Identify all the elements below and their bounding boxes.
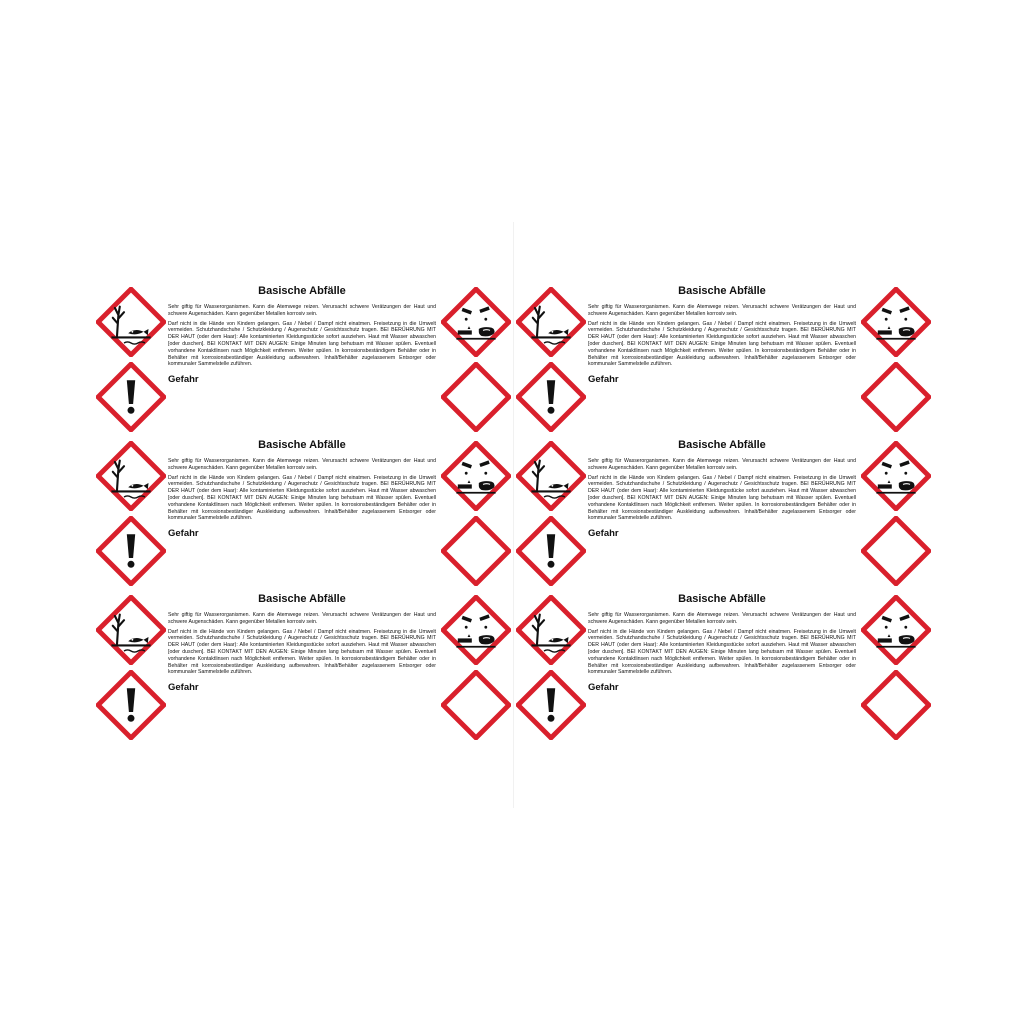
sheet-divider [513,222,514,808]
signal-word: Gefahr [588,528,619,540]
label-title: Basische Abfälle [258,285,346,297]
label-content [168,285,436,385]
corrosion-icon [861,595,931,665]
corrosion-icon [441,595,511,665]
precautionary-statements: Darf nicht in die Hände von Kindern gelangen. Gas / Nebel / Dampf nicht einatmen. Freisetzung in die Umwelt vermeiden. Schutzhandschuhe / Schutzkleidung / Augenschutz / Gesichtsschutz tragen. BEI BERÜHRUNG MIT DER HAUT (oder dem Haar): Alle kontaminierten Kleidungsstücke sofort ausziehen. Haut mit Wasser abwaschen [oder duschen]. BEI KONTAKT MIT DEN AUGEN: Einige Minuten lang behutsam mit Wasser spülen. Eventuell vorhandene Kontaktlinsen nach Möglichkeit entfernen. Weiter spülen. In korrosionsbeständigem Behälter oder in Behälter mit korrosionsbeständiger Auskleidung aufbewahren. Inhalt/Behälter zugelassenem Entsorger oder kommunaler Sammelstelle zuführen. [588,474,856,522]
label-title: Basische Abfälle [258,593,346,605]
hazard-statements: Sehr giftig für Wasserorganismen. Kann die Atemwege reizen. Verursacht schwere Verätzungen der Haut und schwere Augenschäden. Kann gegenüber Metallen korrosiv sein. [588,304,856,317]
empty-diamond-icon [441,670,511,740]
hazard-statements: Sehr giftig für Wasserorganismen. Kann die Atemwege reizen. Verursacht schwere Verätzungen der Haut und schwere Augenschäden. Kann gegenüber Metallen korrosiv sein. [168,304,436,317]
hazard-statements: Sehr giftig für Wasserorganismen. Kann die Atemwege reizen. Verursacht schwere Verätzungen der Haut und schwere Augenschäden. Kann gegenüber Metallen korrosiv sein. [588,612,856,625]
corrosion-icon [441,441,511,511]
precautionary-statements: Darf nicht in die Hände von Kindern gelangen. Gas / Nebel / Dampf nicht einatmen. Freisetzung in die Umwelt vermeiden. Schutzhandschuhe / Schutzkleidung / Augenschutz / Gesichtsschutz tragen. BEI BERÜHRUNG MIT DER HAUT (oder dem Haar): Alle kontaminierten Kleidungsstücke sofort ausziehen. Haut mit Wasser abwaschen [oder duschen]. BEI KONTAKT MIT DEN AUGEN: Einige Minuten lang behutsam mit Wasser spülen. Eventuell vorhandene Kontaktlinsen nach Möglichkeit entfernen. Weiter spülen. In korrosionsbeständigem Behälter oder in Behälter mit korrosionsbeständiger Auskleidung aufbewahren. Inhalt/Behälter zugelassenem Entsorger oder kommunaler Sammelstelle zuführen. [168,628,436,676]
environment-hazard-icon [516,595,586,665]
environment-hazard-icon [96,595,166,665]
signal-word: Gefahr [168,528,199,540]
corrosion-icon [861,287,931,357]
hazard-statements: Sehr giftig für Wasserorganismen. Kann die Atemwege reizen. Verursacht schwere Verätzungen der Haut und schwere Augenschäden. Kann gegenüber Metallen korrosiv sein. [168,458,436,471]
hazard-label-3 [96,378,512,540]
hazard-label-1 [96,224,512,386]
hazard-statements: Sehr giftig für Wasserorganismen. Kann die Atemwege reizen. Verursacht schwere Verätzungen der Haut und schwere Augenschäden. Kann gegenüber Metallen korrosiv sein. [168,612,436,625]
corrosion-icon [861,441,931,511]
hazard-label-4 [516,378,932,540]
corrosion-icon [441,287,511,357]
precautionary-statements: Darf nicht in die Hände von Kindern gelangen. Gas / Nebel / Dampf nicht einatmen. Freisetzung in die Umwelt vermeiden. Schutzhandschuhe / Schutzkleidung / Augenschutz / Gesichtsschutz tragen. BEI BERÜHRUNG MIT DER HAUT (oder dem Haar): Alle kontaminierten Kleidungsstücke sofort ausziehen. Haut mit Wasser abwaschen [oder duschen]. BEI KONTAKT MIT DEN AUGEN: Einige Minuten lang behutsam mit Wasser spülen. Eventuell vorhandene Kontaktlinsen nach Möglichkeit entfernen. Weiter spülen. In korrosionsbeständigem Behälter oder in Behälter mit korrosionsbeständiger Auskleidung aufbewahren. Inhalt/Behälter zugelassenem Entsorger oder kommunaler Sammelstelle zuführen. [588,628,856,676]
exclamation-mark-icon [96,670,166,740]
hazard-label-5 [96,532,512,694]
label-content [588,593,856,693]
signal-word: Gefahr [168,374,199,386]
hazard-label-2 [516,224,932,386]
environment-hazard-icon [516,287,586,357]
signal-word: Gefahr [168,682,199,694]
signal-word: Gefahr [588,374,619,386]
signal-word: Gefahr [588,682,619,694]
precautionary-statements: Darf nicht in die Hände von Kindern gelangen. Gas / Nebel / Dampf nicht einatmen. Freisetzung in die Umwelt vermeiden. Schutzhandschuhe / Schutzkleidung / Augenschutz / Gesichtsschutz tragen. BEI BERÜHRUNG MIT DER HAUT (oder dem Haar): Alle kontaminierten Kleidungsstücke sofort ausziehen. Haut mit Wasser abwaschen [oder duschen]. BEI KONTAKT MIT DEN AUGEN: Einige Minuten lang behutsam mit Wasser spülen. Eventuell vorhandene Kontaktlinsen nach Möglichkeit entfernen. Weiter spülen. In korrosionsbeständigem Behälter oder in Behälter mit korrosionsbeständiger Auskleidung aufbewahren. Inhalt/Behälter zugelassenem Entsorger oder kommunaler Sammelstelle zuführen. [168,474,436,522]
precautionary-statements: Darf nicht in die Hände von Kindern gelangen. Gas / Nebel / Dampf nicht einatmen. Freisetzung in die Umwelt vermeiden. Schutzhandschuhe / Schutzkleidung / Augenschutz / Gesichtsschutz tragen. BEI BERÜHRUNG MIT DER HAUT (oder dem Haar): Alle kontaminierten Kleidungsstücke sofort ausziehen. Haut mit Wasser abwaschen [oder duschen]. BEI KONTAKT MIT DEN AUGEN: Einige Minuten lang behutsam mit Wasser spülen. Eventuell vorhandene Kontaktlinsen nach Möglichkeit entfernen. Weiter spülen. In korrosionsbeständigem Behälter oder in Behälter mit korrosionsbeständiger Auskleidung aufbewahren. Inhalt/Behälter zugelassenem Entsorger oder kommunaler Sammelstelle zuführen. [168,320,436,368]
environment-hazard-icon [96,287,166,357]
empty-diamond-icon [861,670,931,740]
label-title: Basische Abfälle [258,439,346,451]
precautionary-statements: Darf nicht in die Hände von Kindern gelangen. Gas / Nebel / Dampf nicht einatmen. Freisetzung in die Umwelt vermeiden. Schutzhandschuhe / Schutzkleidung / Augenschutz / Gesichtsschutz tragen. BEI BERÜHRUNG MIT DER HAUT (oder dem Haar): Alle kontaminierten Kleidungsstücke sofort ausziehen. Haut mit Wasser abwaschen [oder duschen]. BEI KONTAKT MIT DEN AUGEN: Einige Minuten lang behutsam mit Wasser spülen. Eventuell vorhandene Kontaktlinsen nach Möglichkeit entfernen. Weiter spülen. In korrosionsbeständigem Behälter oder in Behälter mit korrosionsbeständiger Auskleidung aufbewahren. Inhalt/Behälter zugelassenem Entsorger oder kommunaler Sammelstelle zuführen. [588,320,856,368]
environment-hazard-icon [516,441,586,511]
label-content [168,593,436,693]
label-content [588,285,856,385]
label-content [168,439,436,539]
label-content [588,439,856,539]
label-title: Basische Abfälle [678,439,766,451]
label-title: Basische Abfälle [678,285,766,297]
hazard-label-6 [516,532,932,694]
environment-hazard-icon [96,441,166,511]
hazard-statements: Sehr giftig für Wasserorganismen. Kann die Atemwege reizen. Verursacht schwere Verätzungen der Haut und schwere Augenschäden. Kann gegenüber Metallen korrosiv sein. [588,458,856,471]
exclamation-mark-icon [516,670,586,740]
label-title: Basische Abfälle [678,593,766,605]
